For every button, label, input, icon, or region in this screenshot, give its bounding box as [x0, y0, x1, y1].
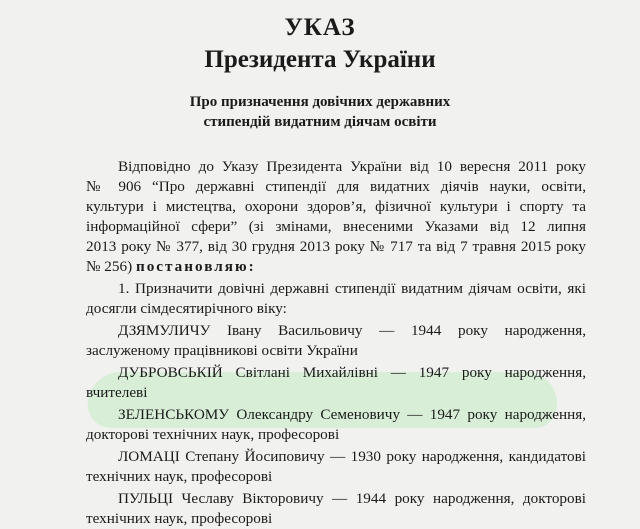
preamble-decree-line: [86, 257, 586, 277]
decree-title: УКАЗ: [284, 14, 356, 41]
person-entry-line: заслуженому працівникові освіти України: [86, 342, 358, 359]
decree-heading: [0, 92, 640, 132]
person-entry-line: технічних наук, професорові: [86, 510, 273, 527]
person-entry-line: ПУЛЬЦІ Чеславу Вікторовичу — 1944 року народження, докторові: [118, 490, 586, 507]
preamble-line: культури і мистецтва, охорони здоров’я, фізичної культури і спорту та: [86, 198, 586, 215]
item-1-line: досягли сімдесятирічного віку:: [86, 300, 287, 317]
preamble-line: 2013 року № 377, від 30 грудня 2013 року № 717 та від 7 травня 2015 року: [86, 238, 586, 255]
person-entry-line: вчителеві: [86, 384, 148, 401]
person-entry-line: технічних наук, професорові: [86, 468, 273, 485]
decree-heading-line: Про призначення довічних державних: [189, 94, 451, 110]
person-entry-line: ЛОМАЦІ Степану Йосиповичу — 1930 року народження, кандидатові: [118, 448, 586, 465]
item-1-line: 1. Призначити довічні державні стипендії видатним діячам освіти, які: [118, 280, 586, 297]
preamble-line: інформаційної сфери” (зі змінами, внесеними Указами від 12 липня: [86, 218, 586, 235]
decree-heading-line: стипендій видатним діячам освіти: [203, 114, 437, 130]
person-entry-line: докторові технічних наук, професорові: [86, 426, 340, 443]
preamble-line: № 906 “Про державні стипендії для видатних діячів науки, освіти,: [86, 178, 586, 195]
decree-verb: постановляю:: [135, 258, 256, 275]
person-entry-line: ДУБРОВСЬКІЙ Світлані Михайлівні — 1947 року народження,: [118, 364, 586, 381]
decree-issuer: Президента України: [204, 46, 436, 73]
preamble-line-start: № 256): [86, 258, 136, 275]
person-entry-line: ДЗЯМУЛИЧУ Івану Васильовичу — 1944 року народження,: [118, 322, 586, 339]
preamble-line: Відповідно до Указу Президента України від 10 вересня 2011 року: [118, 158, 586, 175]
person-entry-line: ЗЕЛЕНСЬКОМУ Олександру Семеновичу — 1947 року народження,: [118, 406, 586, 423]
